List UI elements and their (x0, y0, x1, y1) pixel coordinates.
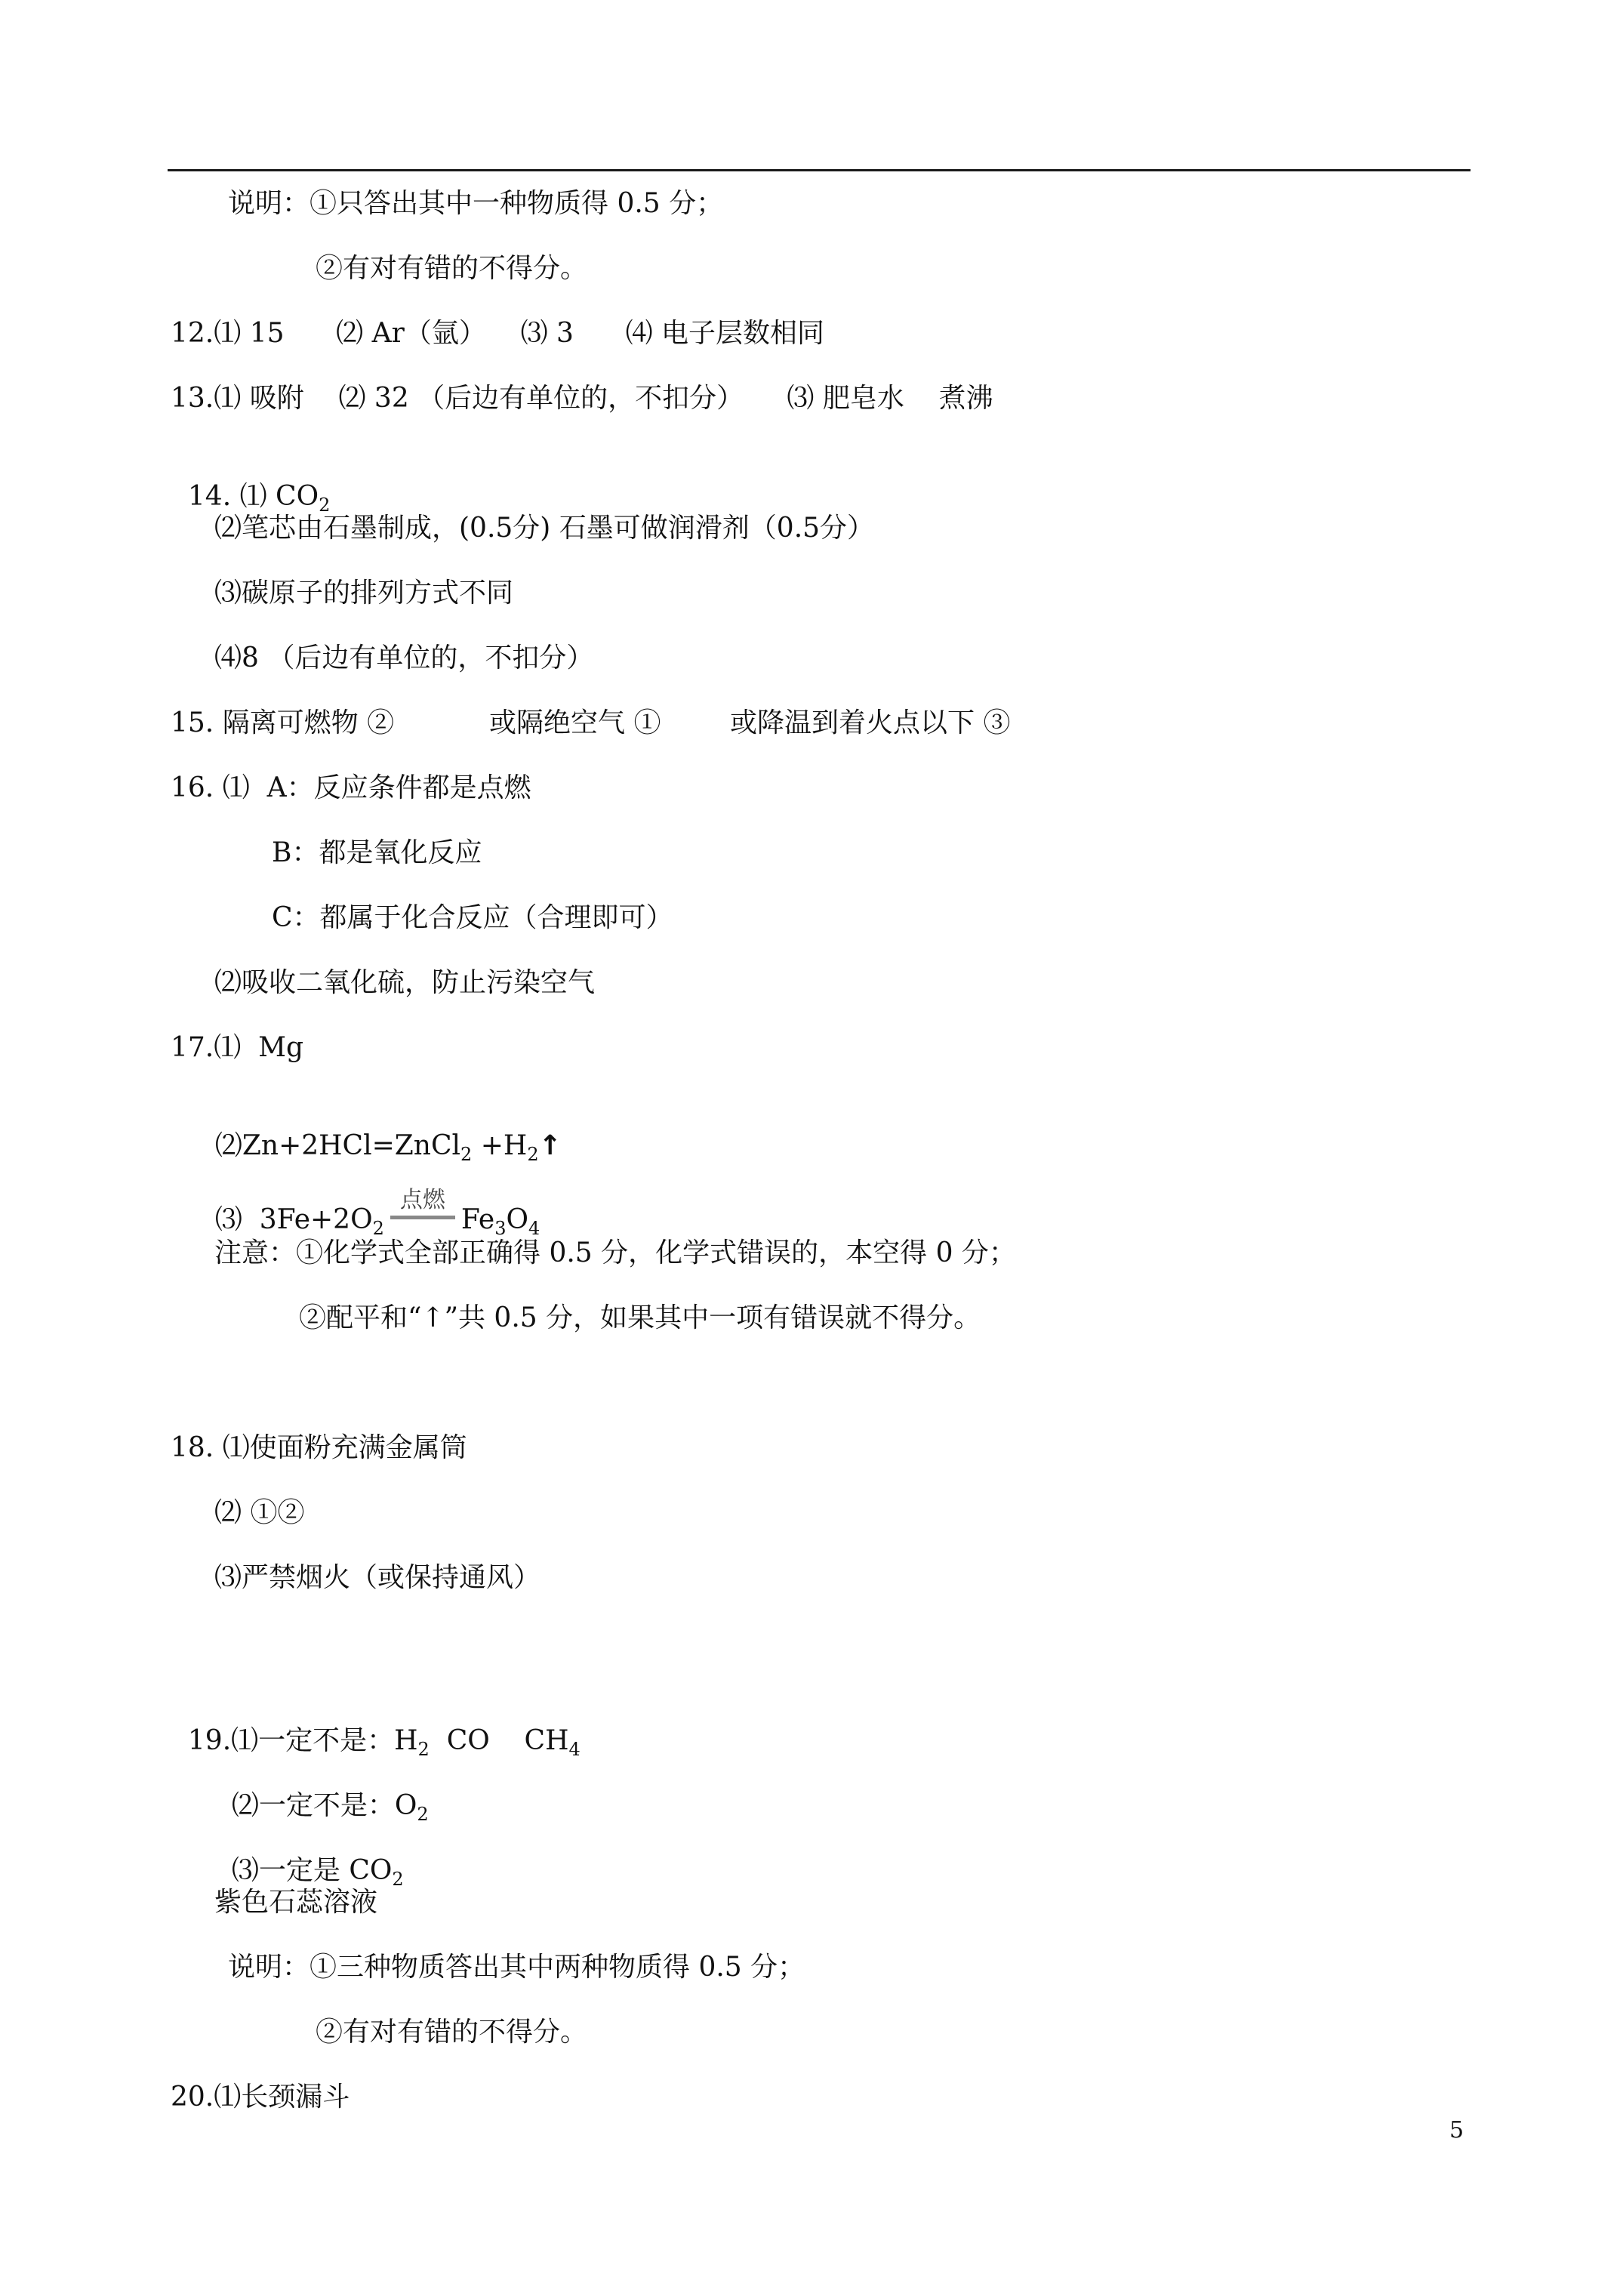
answer-14-3: ⑶碳原子的排列方式不同 (214, 578, 514, 609)
answer-19-1: 19.⑴一定不是：$H_2$ CO $CH_4$ (187, 1725, 581, 1760)
answer-16-b: B：都是氧化反应 (272, 837, 482, 868)
answer-16-1: 16. ⑴ A：反应条件都是点燃 (171, 772, 531, 803)
note-17-2: ②配平和“↑”共 0.5 分，如果其中一项有错误就不得分。 (299, 1302, 981, 1333)
answer-17-1: 17.⑴ Mg (171, 1032, 304, 1063)
header-rule (168, 169, 1471, 171)
answer-14-1: 14. ⑴ $CO_2$ (187, 481, 331, 516)
answer-18-3: ⑶严禁烟火（或保持通风） (214, 1562, 541, 1593)
note-line-1: 说明：①只答出其中一种物质得 0.5 分； (228, 188, 724, 219)
answer-12: 12.⑴ 15 ⑵ Ar（氩） ⑶ 3 ⑷ 电子层数相同 (171, 318, 825, 349)
answer-19-3: ⑶一定是 $CO_2$ (231, 1855, 404, 1890)
answer-16-c: C：都属于化合反应（合理即可） (272, 902, 673, 933)
answer-19-2: ⑵一定不是：$O_2$ (231, 1790, 429, 1825)
up-arrow-icon: ↑ (538, 1130, 562, 1161)
answer-14-2: ⑵笔芯由石墨制成，(0.5分) 石墨可做润滑剂（0.5分） (214, 513, 875, 544)
answer-18-2: ⑵ ①② (214, 1497, 305, 1528)
reaction-condition: 点燃 (390, 1205, 455, 1238)
note-17-1: 注意：①化学式全部正确得 0.5 分，化学式错误的，本空得 0 分； (214, 1237, 1016, 1268)
answer-18-1: 18. ⑴使面粉充满金属筒 (171, 1432, 467, 1463)
answer-17-3: ⑶ $3Fe+2O_2$ 点燃 $Fe_3O_4$ (214, 1187, 540, 1239)
note-19-2: ②有对有错的不得分。 (316, 2017, 588, 2048)
answer-19-4: 紫色石蕊溶液 (214, 1887, 378, 1918)
answer-14-4: ⑷8 （后边有单位的，不扣分） (214, 643, 594, 673)
note-19-1: 说明：①三种物质答出其中两种物质得 0.5 分； (228, 1952, 805, 1983)
answer-13: 13.⑴ 吸附 ⑵ 32 （后边有单位的，不扣分） ⑶ 肥皂水 煮沸 (171, 383, 993, 414)
answer-15: 15. 隔离可燃物 ② 或隔绝空气 ① 或降温到着火点以下 ③ (171, 707, 1011, 738)
answer-16-2: ⑵吸收二氧化硫，防止污染空气 (214, 967, 596, 998)
answer-17-2: ⑵Zn+2HCl=ZnCl$_2$ $+H_2↑$ (214, 1130, 562, 1165)
answer-20-1: 20.⑴长颈漏斗 (171, 2082, 350, 2113)
page-number: 5 (1449, 2117, 1464, 2143)
note-line-2: ②有对有错的不得分。 (316, 253, 588, 284)
